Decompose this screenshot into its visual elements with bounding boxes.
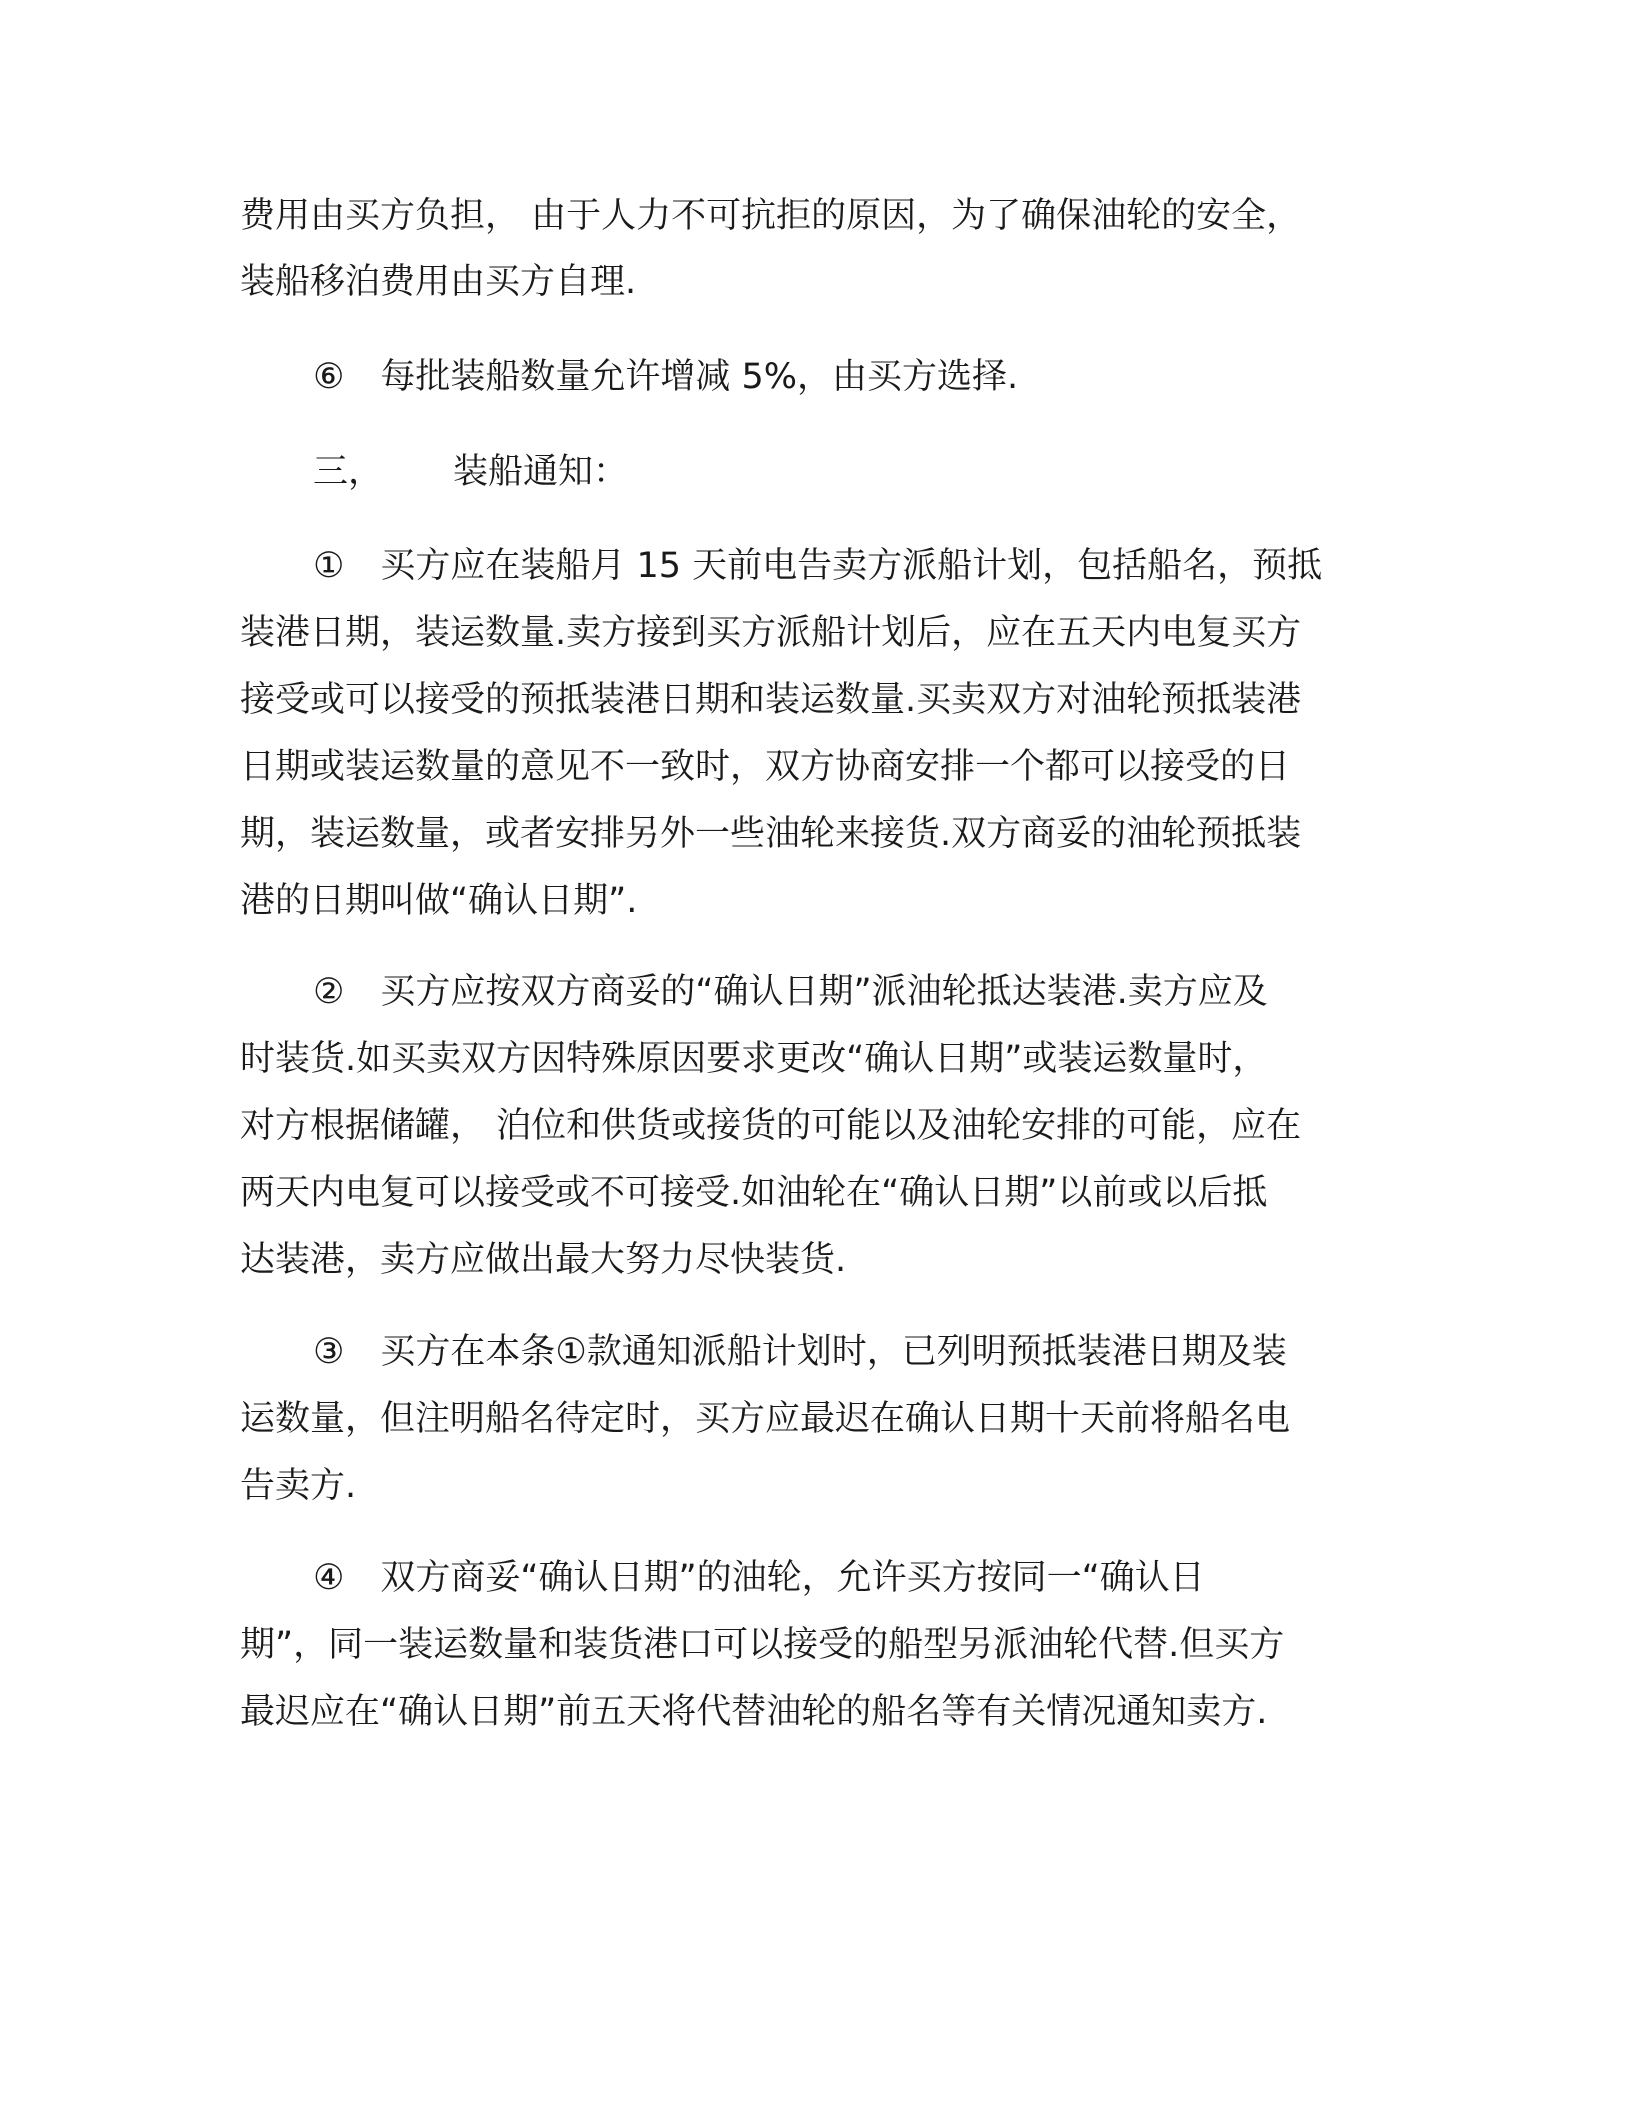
text-line: 买方应按双方商妥的“确认日期”派油轮抵达装港.卖方应及 — [380, 972, 1268, 1012]
text-line: 期”，同一装运数量和装货港口可以接受的船型另派油轮代替.但买方 — [240, 1625, 1285, 1665]
text-line: 装船移泊费用由买方自理. — [240, 262, 637, 302]
text-line: 买方在本条①款通知派船计划时，已列明预抵装港日期及装 — [380, 1332, 1287, 1372]
text-line: 装港日期，装运数量.卖方接到买方派船计划后，应在五天内电复买方 — [240, 613, 1302, 653]
text-line: 告卖方. — [240, 1466, 357, 1506]
text-line: 双方商妥“确认日期”的油轮，允许买方按同一“确认日 — [380, 1558, 1205, 1598]
text-line: 期，装运数量，或者安排另外一些油轮来接货.双方商妥的油轮预抵装 — [240, 814, 1302, 854]
section-number: 三， — [313, 452, 384, 492]
list-item-6 — [313, 355, 1018, 399]
item-marker: ② — [313, 972, 345, 1012]
item-marker: ⑥ — [313, 357, 345, 397]
item-marker: ④ — [313, 1558, 345, 1598]
text-line: 对方根据储罐， 泊位和供货或接货的可能以及油轮安排的可能，应在 — [240, 1106, 1302, 1146]
text-line: 每批装船数量允许增减 5%，由买方选择. — [380, 357, 1019, 397]
item-marker: ① — [313, 546, 345, 586]
text-line: 运数量，但注明船名待定时，买方应最迟在确认日期十天前将船名电 — [240, 1399, 1291, 1439]
text-line: 费用由买方负担， 由于人力不可抗拒的原因，为了确保油轮的安全， — [240, 196, 1302, 236]
text-line: 两天内电复可以接受或不可接受.如油轮在“确认日期”以前或以后抵 — [240, 1173, 1268, 1213]
item-marker: ③ — [313, 1332, 345, 1372]
text-line: 买方应在装船月 15 天前电告卖方派船计划，包括船名，预抵 — [380, 546, 1323, 586]
list-item-1 — [313, 544, 1322, 588]
list-item-4 — [313, 1556, 1205, 1600]
text-line: 港的日期叫做“确认日期”. — [240, 881, 638, 921]
section-heading — [313, 450, 628, 494]
text-line: 最迟应在“确认日期”前五天将代替油轮的船名等有关情况通知卖方. — [240, 1692, 1268, 1732]
list-item-3 — [313, 1330, 1287, 1374]
list-item-2 — [313, 970, 1268, 1014]
text-line: 接受或可以接受的预抵装港日期和装运数量.买卖双方对油轮预抵装港 — [240, 680, 1302, 720]
text-line: 达装港，卖方应做出最大努力尽快装货. — [240, 1240, 847, 1280]
section-title: 装船通知： — [453, 452, 629, 492]
text-line: 时装货.如买卖双方因特殊原因要求更改“确认日期”或装运数量时， — [240, 1039, 1268, 1079]
text-line: 日期或装运数量的意见不一致时，双方协商安排一个都可以接受的日 — [240, 747, 1291, 787]
